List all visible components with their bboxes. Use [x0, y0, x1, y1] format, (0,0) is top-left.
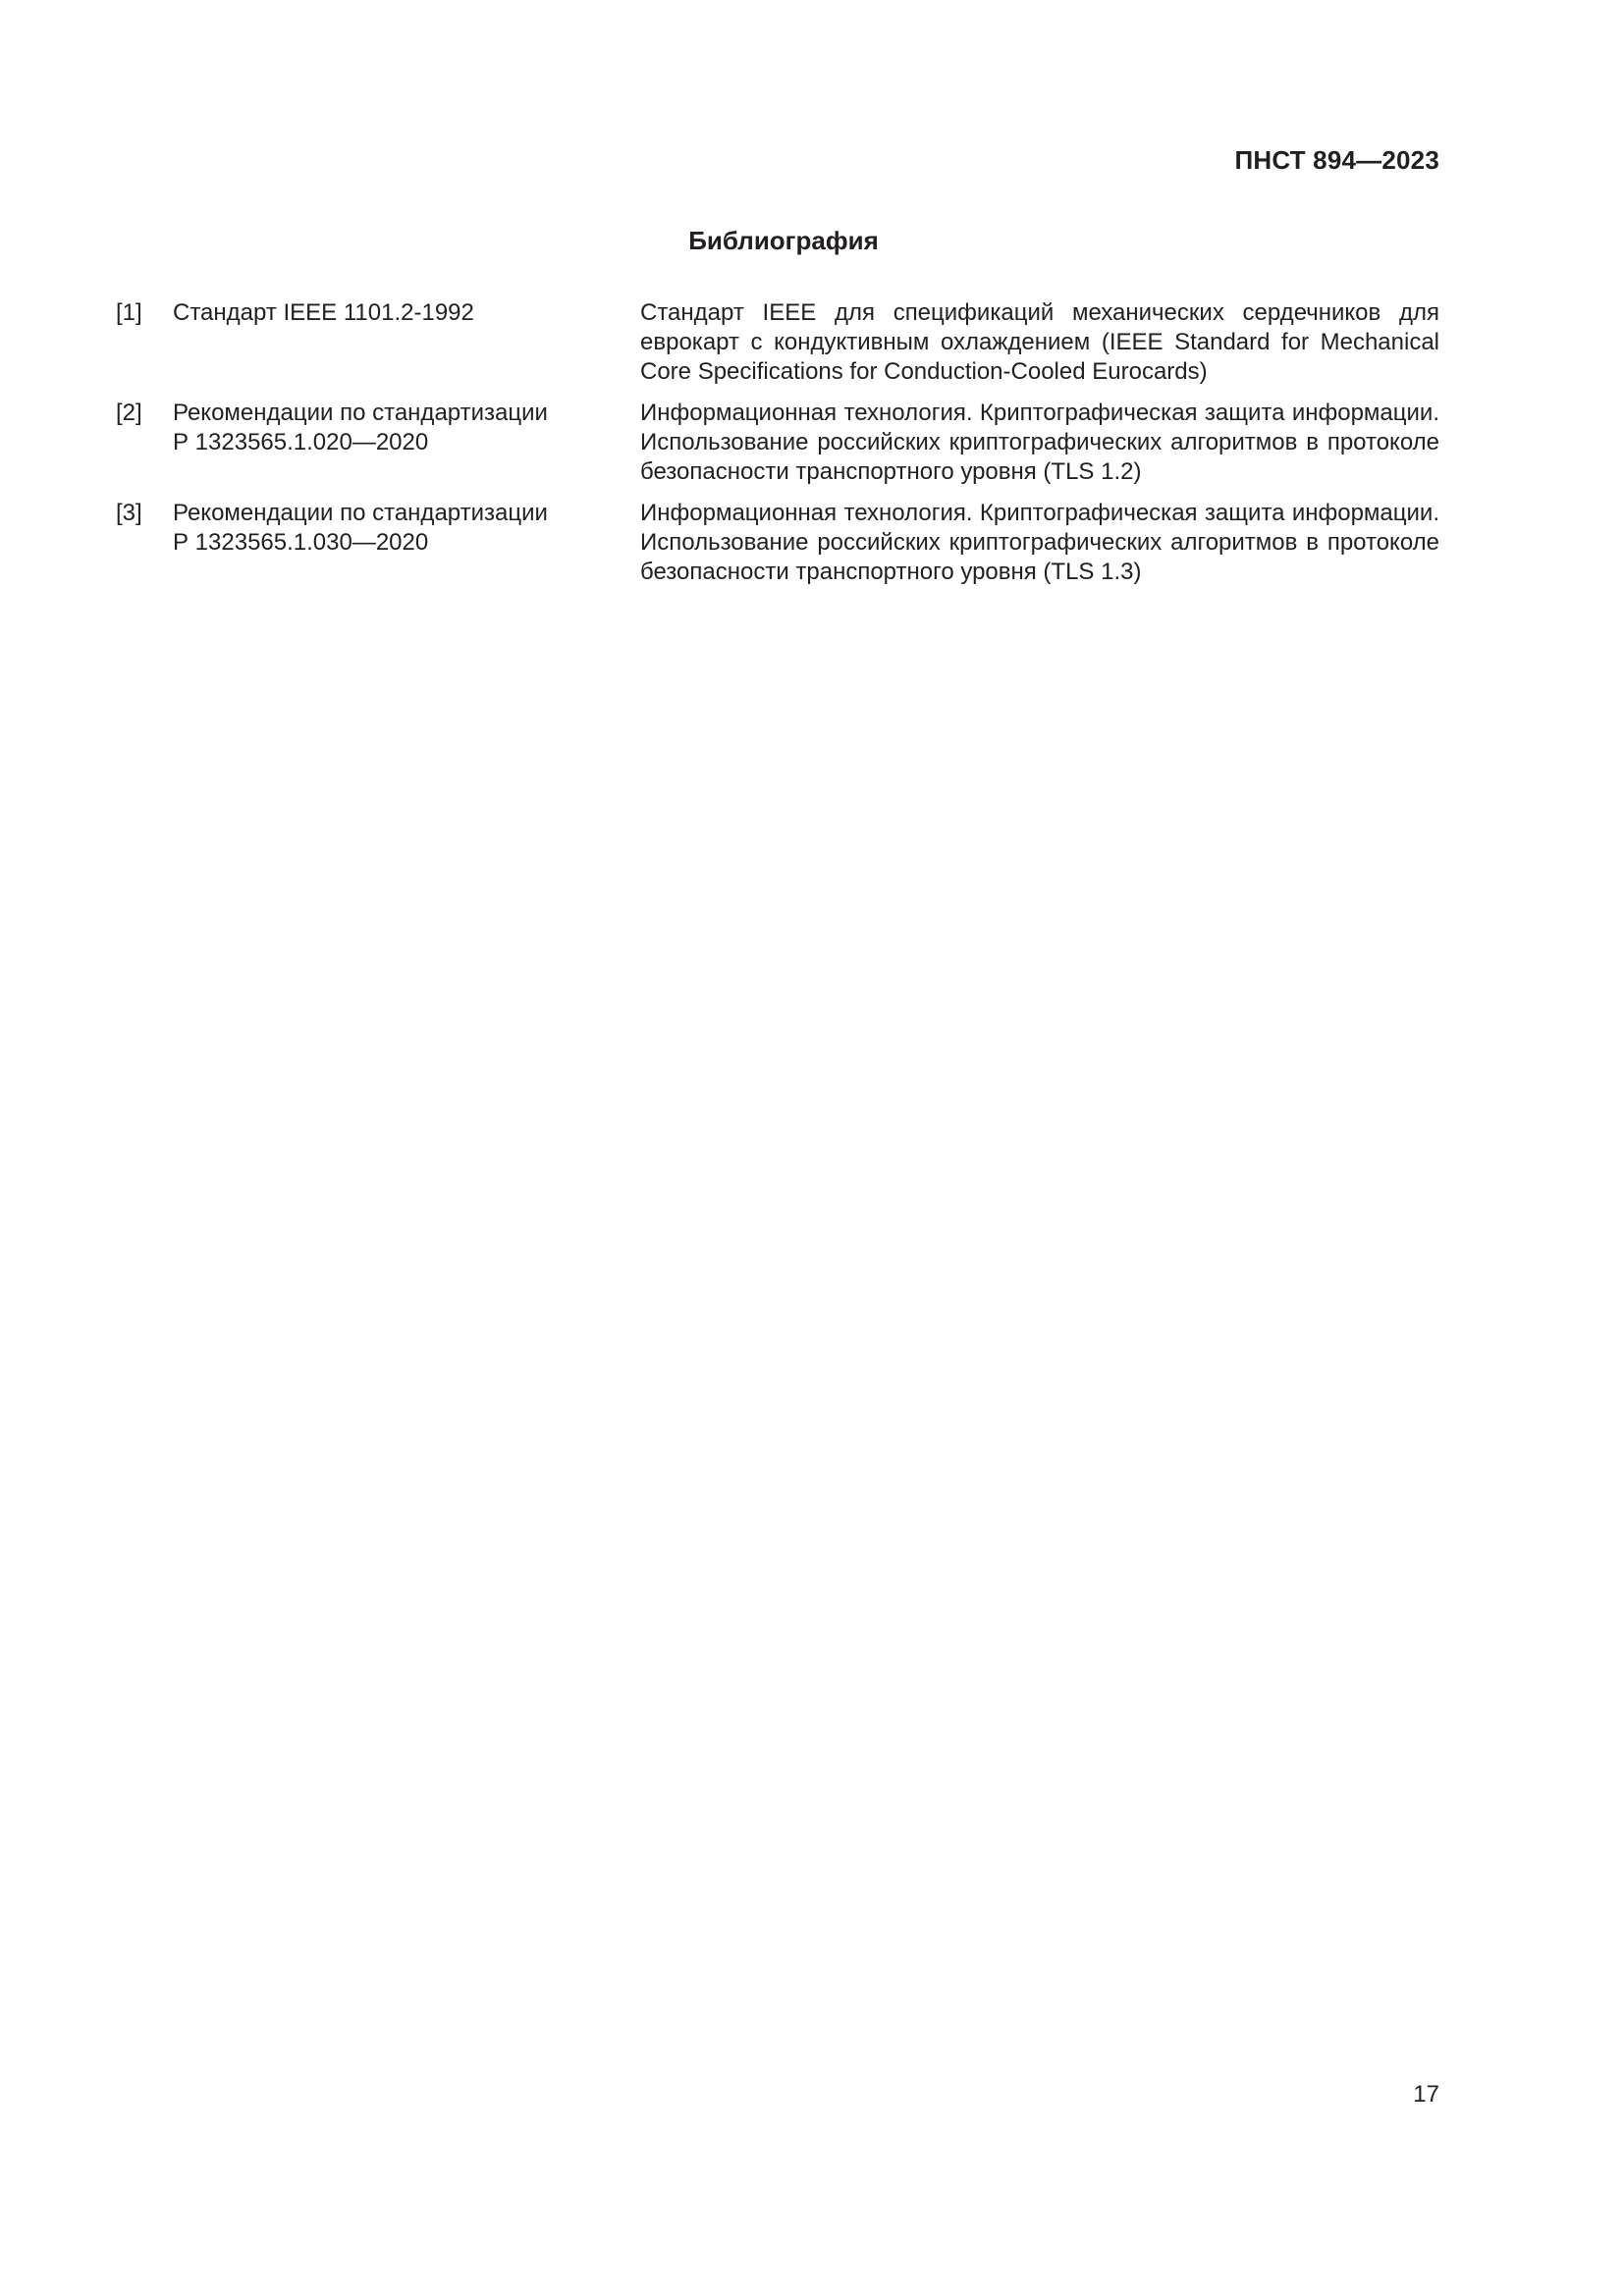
bibliography-entry — [116, 399, 1439, 487]
page-number: 17 — [1413, 2081, 1439, 2108]
entry-source-line: Рекомендации по стандартизации — [173, 400, 548, 426]
entry-source-line: Стандарт IEEE 1101.2-1992 — [173, 299, 474, 326]
document-number: ПНСТ 894—2023 — [1234, 145, 1439, 175]
entry-source-line: Р 1323565.1.020—2020 — [173, 429, 429, 455]
entry-number: [3] — [116, 500, 142, 526]
section-title: Библиография — [688, 226, 879, 255]
bibliography-entry — [116, 298, 1439, 387]
entry-source — [173, 499, 640, 587]
entry-source — [173, 298, 640, 387]
entry-source — [173, 399, 640, 487]
entry-number: [1] — [116, 299, 142, 326]
entry-description: Стандарт IEEE для спецификаций механических сердечников для еврокарт с кондуктивным охлаждением (IEEE Standard for Mechanical Core Specifications for Conduction-Cooled Eurocards) — [640, 299, 1439, 385]
entry-description: Информационная технология. Криптографическая защита информации. Использование российских криптографических алгоритмов в протоколе безопасности транспортного уровня (TLS 1.2) — [640, 400, 1439, 485]
entry-source-line: Рекомендации по стандартизации — [173, 500, 548, 526]
entry-source-line: Р 1323565.1.030—2020 — [173, 529, 429, 556]
entry-description: Информационная технология. Криптографическая защита информации. Использование российских криптографических алгоритмов в протоколе безопасности транспортного уровня (TLS 1.3) — [640, 500, 1439, 585]
entry-number: [2] — [116, 400, 142, 426]
bibliography-entry — [116, 499, 1439, 587]
bibliography-list — [116, 298, 1439, 599]
